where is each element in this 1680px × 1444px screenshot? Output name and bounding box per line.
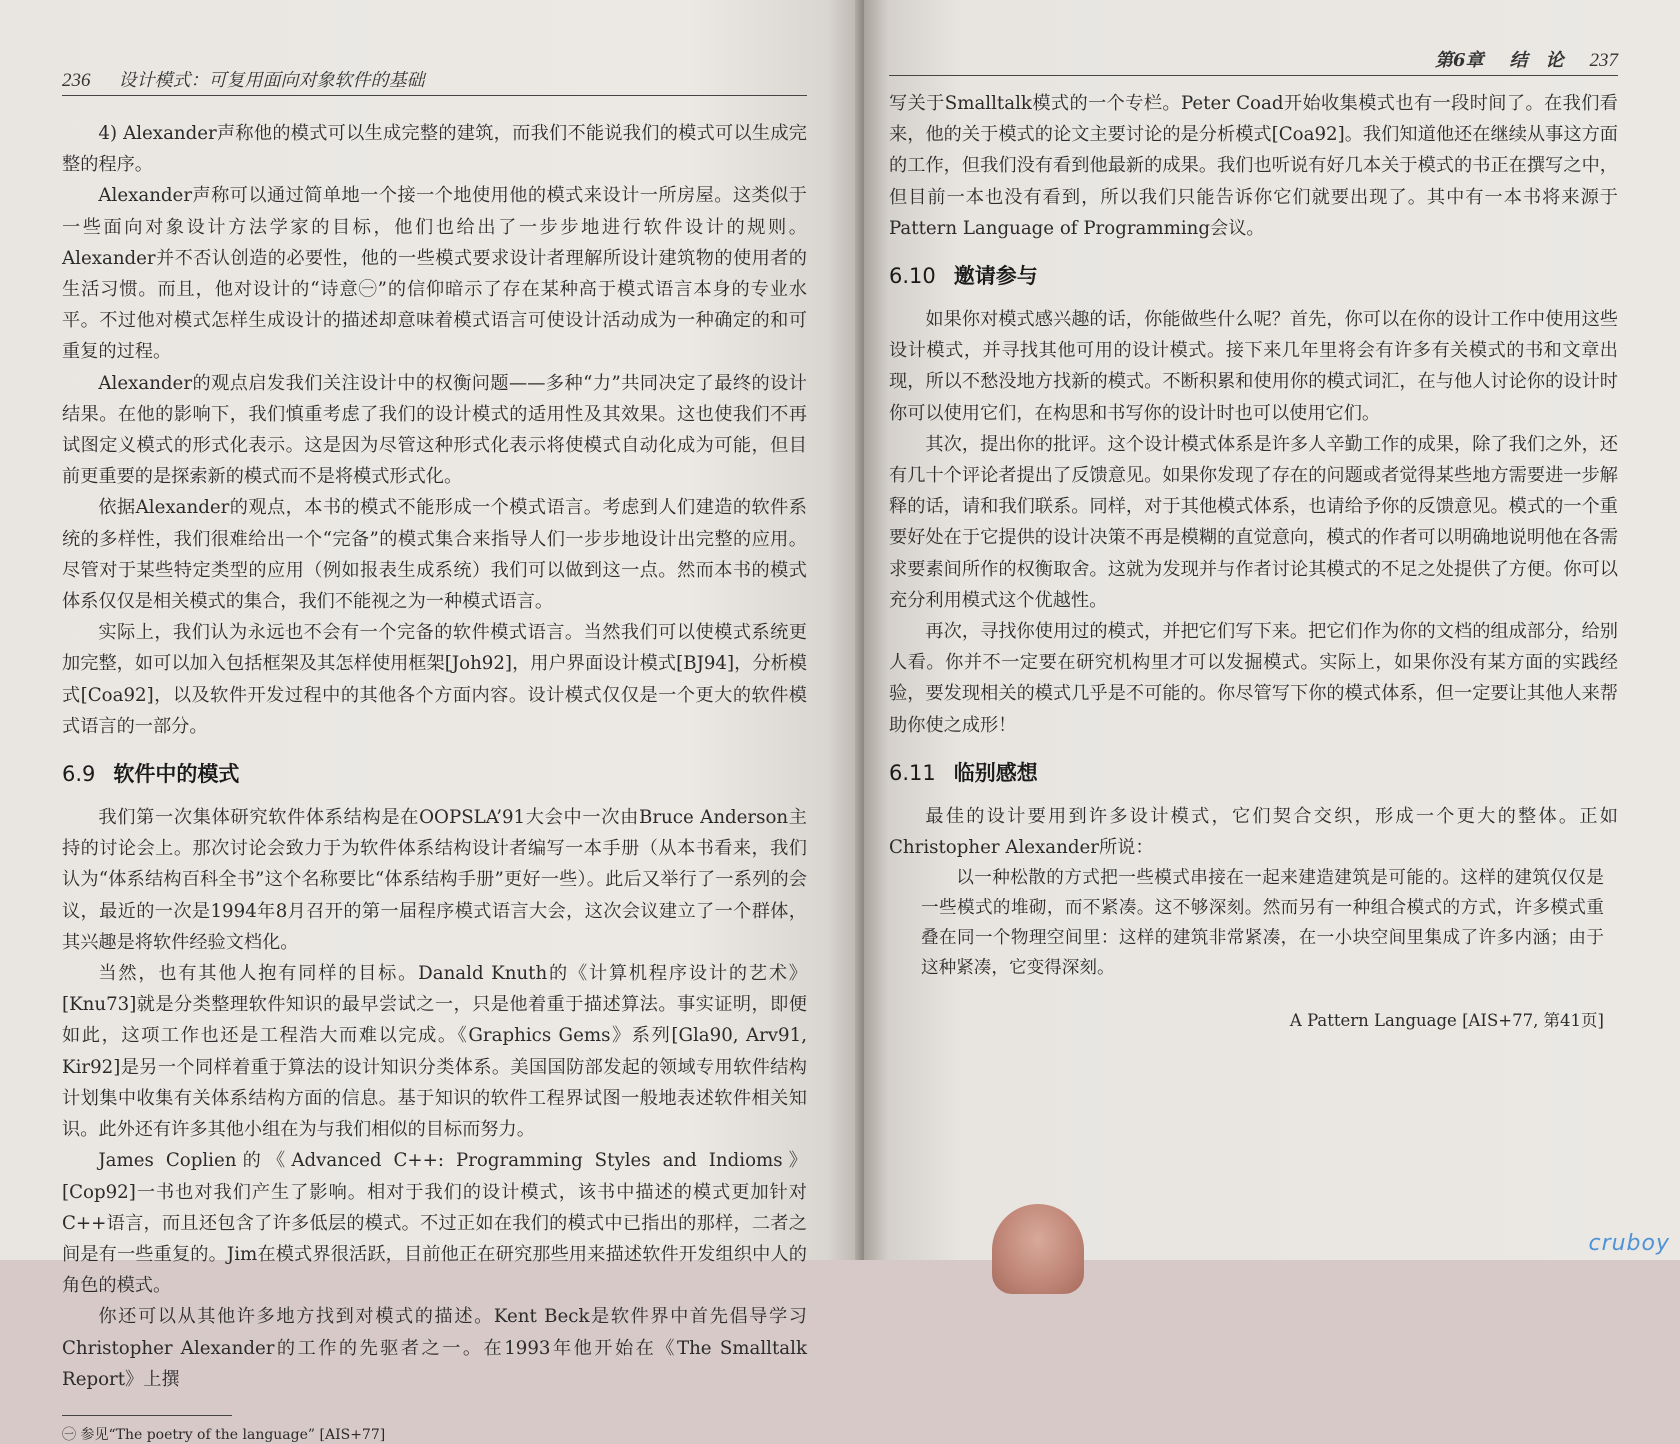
right-page	[864, 0, 1680, 1260]
section-number: 6.9	[62, 762, 96, 787]
paragraph: 最佳的设计要用到许多设计模式，它们契合交织，形成一个更大的整体。正如Christopher Alexander所说：	[889, 805, 1618, 859]
paragraph: James Coplien的《Advanced C++: Programming Styles and Indioms》[Cop92]一书也对我们产生了影响。相对于我们的设计模式，该书中描述的模式更加针对C++语言，而且还包含了许多低层的模式。不过正如在我们的模式中已指出的那样，二者之间是有一些重复的。Jim在模式界很活跃，目前他正在研究那些用来描述软件开发组织中人的角色的模式。	[62, 1150, 807, 1297]
paragraph: 如果你对模式感兴趣的话，你能做些什么呢？首先，你可以在你的设计工作中使用这些设计模式，并寻找其他可用的设计模式。接下来几年里将会有许多有关模式的书和文章出现，所以不愁没地方找新的模式。不断积累和使用你的模式词汇，在与他人讨论你的设计时你可以使用它们，在构思和书写你的设计时也可以使用它们。	[889, 309, 1618, 424]
section-heading-6-11	[889, 757, 1618, 787]
paragraph: 依据Alexander的观点，本书的模式不能形成一个模式语言。考虑到人们建造的软件系统的多样性，我们很难给出一个“完备”的模式集合来指导人们一步步地设计出完整的应用。尽管对于某些特定类型的应用（例如报表生成系统）我们可以做到这一点。然而本书的模式体系仅仅是相关模式的集合，我们不能视之为一种模式语言。	[62, 497, 807, 613]
paragraph: 实际上，我们认为永远也不会有一个完备的软件模式语言。当然我们可以使模式系统更加完整，如可以加入包括框架及其怎样使用框架[Joh92]，用户界面设计模式[BJ94]，分析模式[Coa92]，以及软件开发过程中的其他各个方面内容。设计模式仅仅是一个更大的软件模式语言的一部分。	[62, 622, 807, 737]
footnote: ㊀ 参见“The poetry of the language” [AIS+77]	[62, 1426, 386, 1443]
section-title: 软件中的模式	[113, 762, 240, 787]
paragraph: 当然，也有其他人抱有同样的目标。Danald Knuth的《计算机程序设计的艺术》[Knu73]就是分类整理软件知识的最早尝试之一，只是他着重于描述算法。事实证明，即便如此，这项工作也还是工程浩大而难以完成。《Graphics Gems》系列[Gla90, Arv91, Kir92]是另一个同样着重于算法的设计知识分类体系。美国国防部发起的领域专用软件结构计划集中收集有关体系结构方面的信息。基于知识的软件工程界试图一般地表述软件相关知识。此外还有许多其他小组在为与我们相似的目标而努力。	[62, 963, 807, 1141]
thumb-photo-artifact	[992, 1204, 1084, 1294]
watermark: cruboy	[1588, 1231, 1670, 1256]
right-page-number: 237	[1589, 50, 1618, 71]
paragraph: 其次，提出你的批评。这个设计模式体系是许多人辛勤工作的成果，除了我们之外，还有几十个评论者提出了反馈意见。如果你发现了存在的问题或者觉得某些地方需要进一步解释的话，请和我们联系。同样，对于其他模式体系，也请给予你的反馈意见。模式的一个重要好处在于它提供的设计决策不再是模糊的直觉意向，模式的作者可以明确地说明他在各需求要素间所作的权衡取舍。这就为发现并与作者讨论其模式的不足之处提供了方便。你可以充分利用模式这个优越性。	[889, 433, 1618, 611]
section-number: 6.11	[889, 760, 936, 785]
paragraph: Alexander声称可以通过简单地一个接一个地使用他的模式来设计一所房屋。这类似于一些面向对象设计方法学家的目标，他们也给出了一步步地进行软件设计的规则。Alexander并不否认创造的必要性，他的一些模式要求设计者理解所设计建筑物的使用者的生活习惯。而且，他对设计的“诗意㊀”的信仰暗示了存在某种高于模式语言本身的专业水平。不过他对模式怎样生成设计的描述却意味着模式语言可使设计活动成为一种确定的和可重复的过程。	[62, 185, 807, 363]
left-page-number: 236	[62, 70, 91, 91]
quote-citation: A Pattern Language [AIS+77, 第41页]	[1289, 1011, 1604, 1031]
section-heading-6-9	[62, 758, 807, 788]
section-heading-6-10	[889, 260, 1618, 290]
left-header-title: 设计模式：可复用面向对象软件的基础	[118, 70, 425, 91]
right-running-header	[889, 46, 1618, 76]
chapter-title: 结 论	[1509, 50, 1564, 71]
paragraph: 写关于Smalltalk模式的一个专栏。Peter Coad开始收集模式也有一段时间了。在我们看来，他的关于模式的论文主要讨论的是分析模式[Coa92]。我们知道他还在继续从事这方面的工作，但我们没有看到他最新的成果。我们也听说有好几本关于模式的书正在撰写之中，但目前一本也没有看到，所以我们只能告诉你它们就要出现了。其中有一本书将来源于Pattern Language of Programming会议。	[889, 93, 1618, 239]
block-quote: 以一种松散的方式把一些模式串接在一起来建造建筑是可能的。这样的建筑仅仅是一些模式的堆砌，而不紧凑。这不够深刻。然而另有一种组合模式的方式，许多模式重叠在同一个物理空间里：这样的建筑非常紧凑，在一小块空间里集成了许多内涵；由于这种紧凑，它变得深刻。	[921, 868, 1604, 979]
paragraph: 我们第一次集体研究软件体系结构是在OOPSLA’91大会中一次由Bruce Anderson主持的讨论会上。那次讨论会致力于为软件体系结构设计者编写一本手册（从本书看来，我们认为“体系结构百科全书”这个名称要比“体系结构手册”更好一些）。此后又举行了一系列的会议，最近的一次是1994年8月召开的第一届程序模式语言大会，这次会议建立了一个群体，其兴趣是将软件经验文档化。	[62, 807, 807, 953]
paragraph: 再次，寻找你使用过的模式，并把它们写下来。把它们作为你的文档的组成部分，给别人看。你并不一定要在研究机构里才可以发掘模式。实际上，如果你没有某方面的实践经验，要发现相关的模式几乎是不可能的。你尽管写下你的模式体系，但一定要让其他人来帮助你使之成形！	[889, 621, 1618, 736]
paragraph: Alexander的观点启发我们关注设计中的权衡问题——多种“力”共同决定了最终的设计结果。在他的影响下，我们慎重考虑了我们的设计模式的适用性及其效果。这也使我们不再试图定义模式的形式化表示。这是因为尽管这种形式化表示将使模式自动化成为可能，但目前更重要的是探索新的模式而不是将模式形式化。	[62, 372, 807, 488]
paragraph: 4) Alexander声称他的模式可以生成完整的建筑，而我们不能说我们的模式可以生成完整的程序。	[62, 123, 807, 176]
section-number: 6.10	[889, 264, 936, 289]
section-title: 临别感想	[953, 760, 1038, 785]
paragraph: 你还可以从其他许多地方找到对模式的描述。Kent Beck是软件界中首先倡导学习Christopher Alexander的工作的先驱者之一。在1993年他开始在《The Smalltalk Report》上撰	[62, 1306, 807, 1390]
left-running-header	[62, 66, 807, 96]
footnote-rule	[62, 1415, 232, 1416]
section-title: 邀请参与	[953, 264, 1038, 289]
chapter-label: 第6章	[1434, 50, 1484, 71]
